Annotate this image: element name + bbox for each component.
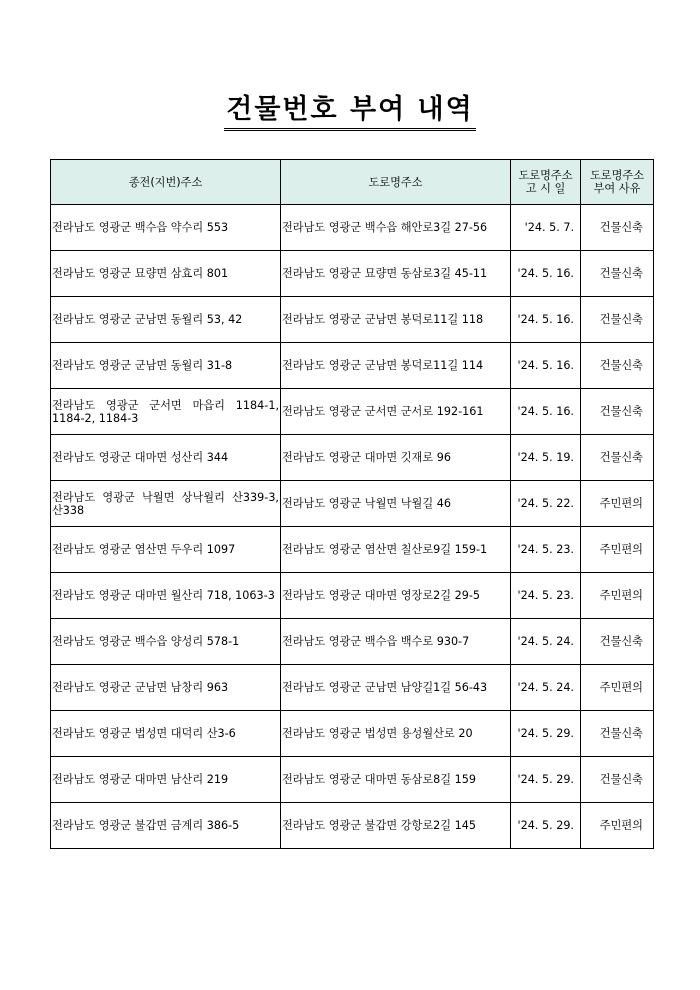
reason-cell: 주민편의 [581, 665, 654, 711]
jibun-address-cell: 전라남도 영광군 군남면 동월리 53, 42 [51, 297, 281, 343]
reason-cell: 건물신축 [581, 205, 654, 251]
road-address-cell: 전라남도 영광군 대마면 영장로2길 29-5 [281, 573, 511, 619]
road-address-cell: 전라남도 영광군 묘량면 동삼로3길 45-11 [281, 251, 511, 297]
building-number-table [50, 159, 654, 849]
page-title-text: 건물번호 부여 내역 [224, 93, 475, 131]
table-row [51, 803, 654, 849]
notice-date-cell: '24. 5. 23. [511, 527, 581, 573]
jibun-address-cell: 전라남도 영광군 대마면 성산리 344 [51, 435, 281, 481]
reason-cell: 건물신축 [581, 711, 654, 757]
road-address-cell: 전라남도 영광군 대마면 동삼로8길 159 [281, 757, 511, 803]
table-row [51, 573, 654, 619]
header-notice-date [511, 160, 581, 205]
jibun-address-cell: 전라남도 영광군 백수읍 양성리 578-1 [51, 619, 281, 665]
reason-cell: 주민편의 [581, 481, 654, 527]
notice-date-cell: '24. 5. 16. [511, 297, 581, 343]
header-road-address: 도로명주소 [281, 160, 511, 205]
jibun-address-cell: 전라남도 영광군 낙월면 상낙월리 산339-3, 산338 [51, 481, 281, 527]
table-row [51, 297, 654, 343]
road-address-cell: 전라남도 영광군 낙월면 낙월길 46 [281, 481, 511, 527]
table-row [51, 619, 654, 665]
header-reason [581, 160, 654, 205]
notice-date-cell: '24. 5. 29. [511, 711, 581, 757]
notice-date-cell: '24. 5. 22. [511, 481, 581, 527]
reason-cell: 주민편의 [581, 803, 654, 849]
reason-cell: 건물신축 [581, 435, 654, 481]
notice-date-cell: '24. 5. 29. [511, 757, 581, 803]
table-row [51, 527, 654, 573]
notice-date-cell: '24. 5. 19. [511, 435, 581, 481]
reason-cell: 건물신축 [581, 757, 654, 803]
table-row [51, 205, 654, 251]
reason-cell: 건물신축 [581, 619, 654, 665]
header-reason-line1: 도로명주소 [589, 169, 645, 182]
table-row [51, 343, 654, 389]
notice-date-cell: '24. 5. 24. [511, 619, 581, 665]
jibun-address-cell: 전라남도 영광군 대마면 월산리 718, 1063-3 [51, 573, 281, 619]
road-address-cell: 전라남도 영광군 백수읍 백수로 930-7 [281, 619, 511, 665]
table-row [51, 251, 654, 297]
road-address-cell: 전라남도 영광군 군남면 남양길1길 56-43 [281, 665, 511, 711]
header-jibun-address: 종전(지번)주소 [51, 160, 281, 205]
notice-date-cell: '24. 5. 23. [511, 573, 581, 619]
notice-date-cell: '24. 5. 24. [511, 665, 581, 711]
road-address-cell: 전라남도 영광군 군남면 봉덕로11길 118 [281, 297, 511, 343]
notice-date-cell: '24. 5. 7. [511, 205, 581, 251]
road-address-cell: 전라남도 영광군 대마면 깃재로 96 [281, 435, 511, 481]
jibun-address-cell: 전라남도 영광군 백수읍 약수리 553 [51, 205, 281, 251]
jibun-address-cell: 전라남도 영광군 군남면 남창리 963 [51, 665, 281, 711]
reason-cell: 건물신축 [581, 389, 654, 435]
page-title [0, 93, 700, 131]
road-address-cell: 전라남도 영광군 염산면 칠산로9길 159-1 [281, 527, 511, 573]
table-row [51, 711, 654, 757]
notice-date-cell: '24. 5. 16. [511, 389, 581, 435]
header-notice-date-line1: 도로명주소 [518, 169, 573, 182]
notice-date-cell: '24. 5. 16. [511, 251, 581, 297]
reason-cell: 건물신축 [581, 343, 654, 389]
table-row [51, 481, 654, 527]
jibun-address-cell: 전라남도 영광군 묘량면 삼효리 801 [51, 251, 281, 297]
table-row [51, 435, 654, 481]
table-header-row [51, 160, 654, 205]
jibun-address-cell: 전라남도 영광군 염산면 두우리 1097 [51, 527, 281, 573]
road-address-cell: 전라남도 영광군 백수읍 해안로3길 27-56 [281, 205, 511, 251]
jibun-address-cell: 전라남도 영광군 불갑면 금계리 386-5 [51, 803, 281, 849]
reason-cell: 주민편의 [581, 527, 654, 573]
jibun-address-cell: 전라남도 영광군 대마면 남산리 219 [51, 757, 281, 803]
notice-date-cell: '24. 5. 29. [511, 803, 581, 849]
road-address-cell: 전라남도 영광군 군서면 군서로 192-161 [281, 389, 511, 435]
road-address-cell: 전라남도 영광군 군남면 봉덕로11길 114 [281, 343, 511, 389]
reason-cell: 건물신축 [581, 297, 654, 343]
jibun-address-cell: 전라남도 영광군 군남면 동월리 31-8 [51, 343, 281, 389]
notice-date-cell: '24. 5. 16. [511, 343, 581, 389]
table-row [51, 665, 654, 711]
table-row [51, 757, 654, 803]
reason-cell: 건물신축 [581, 251, 654, 297]
jibun-address-cell: 전라남도 영광군 법성면 대덕리 산3-6 [51, 711, 281, 757]
road-address-cell: 전라남도 영광군 법성면 용성월산로 20 [281, 711, 511, 757]
table-row [51, 389, 654, 435]
header-reason-line2: 부여 사유 [593, 182, 641, 195]
header-notice-date-line2: 고 시 일 [525, 182, 566, 195]
road-address-cell: 전라남도 영광군 불갑면 강항로2길 145 [281, 803, 511, 849]
reason-cell: 주민편의 [581, 573, 654, 619]
jibun-address-cell: 전라남도 영광군 군서면 마읍리 1184-1, 1184-2, 1184-3 [51, 389, 281, 435]
